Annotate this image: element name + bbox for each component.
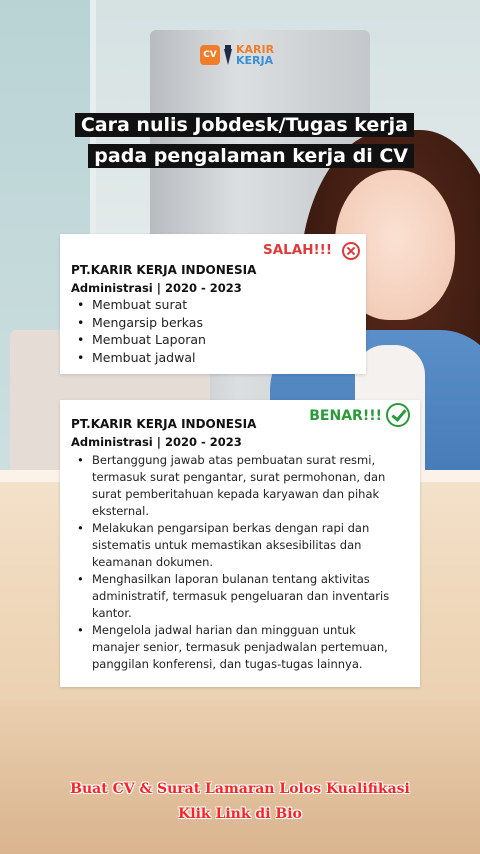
page-title-text: Cara nulis Jobdesk/Tugas kerja pada pengalaman kerja di CV — [75, 113, 414, 168]
checkmark-circle-icon — [386, 403, 410, 427]
cta-link-bio[interactable]: Klik Link di Bio — [178, 806, 302, 822]
list-item: • Membuat surat — [71, 296, 206, 314]
job-role: Administrasi | 2020 - 2023 — [71, 281, 242, 295]
task-list — [71, 296, 206, 366]
company-name: PT.KARIR KERJA INDONESIA — [71, 417, 257, 431]
cross-circle-icon — [342, 242, 360, 260]
right-example-card — [60, 400, 420, 687]
list-item: • Menghasilkan laporan bulanan tentang aktivitas administratif, termasuk pengeluaran dan inventaris kantor. — [71, 571, 406, 622]
logo-text-karir: KARIR — [236, 43, 275, 56]
task-list — [71, 452, 406, 673]
company-name: PT.KARIR KERJA INDONESIA — [71, 263, 257, 277]
list-item: • Melakukan pengarsipan berkas dengan rapi dan sistematis untuk memastikan aksesibilitas dan keamanan dokumen. — [71, 520, 406, 571]
right-verdict-label: BENAR!!! — [309, 408, 382, 424]
list-item: • Mengarsip berkas — [71, 314, 206, 332]
list-item: • Bertanggung jawab atas pembuatan surat resmi, termasuk surat pengantar, surat permohonan, dan surat pemberitahuan kepada karyawan dan pihak eksternal. — [71, 452, 406, 520]
cv-badge-icon: CV — [200, 45, 220, 65]
tie-icon — [224, 45, 232, 65]
list-item: • Membuat jadwal — [71, 349, 206, 367]
wrong-example-card — [60, 234, 366, 374]
logo-text-kerja: KERJA — [236, 54, 274, 67]
cta-headline: Buat CV & Surat Lamaran Lolos Kualifikasi — [70, 781, 410, 797]
wrong-verdict-label: SALAH!!! — [263, 242, 332, 258]
brand-logo — [200, 44, 274, 66]
job-role: Administrasi | 2020 - 2023 — [71, 435, 242, 449]
page-title — [74, 110, 414, 172]
list-item: • Mengelola jadwal harian dan mingguan untuk manajer senior, termasuk penjadwalan pertemuan, panggilan konferensi, dan tugas-tugas lainnya. — [71, 622, 406, 673]
list-item: • Membuat Laporan — [71, 331, 206, 349]
